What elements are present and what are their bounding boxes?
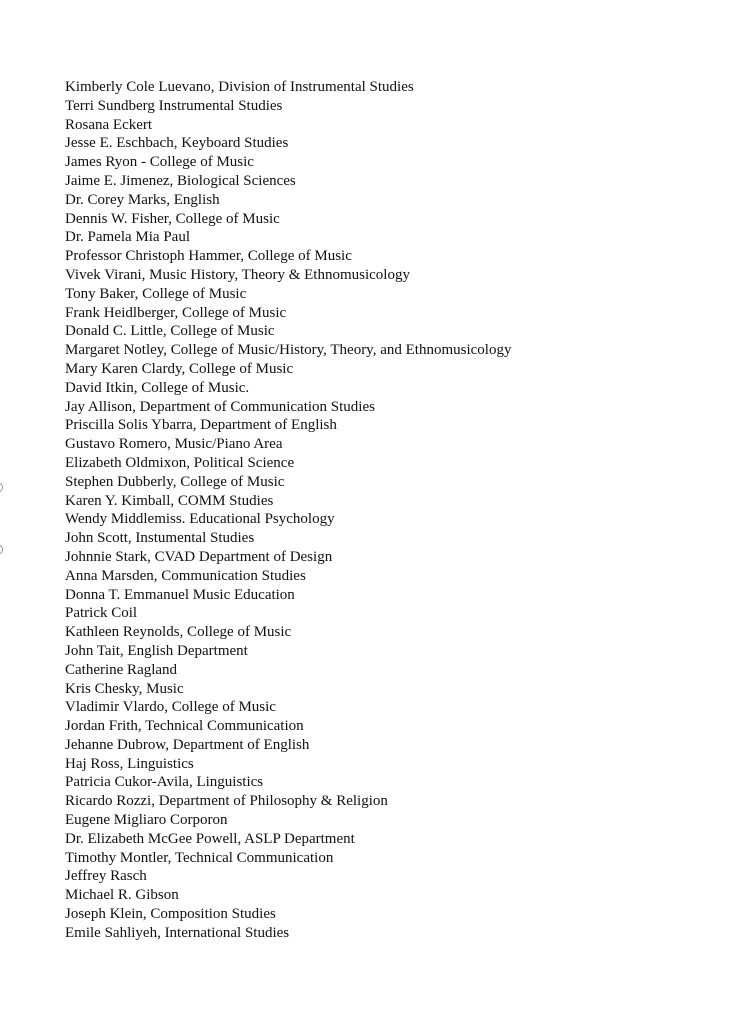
list-item: Karen Y. Kimball, COMM Studies	[65, 492, 274, 509]
list-item: Emile Sahliyeh, International Studies	[65, 924, 290, 941]
list-item: Priscilla Solis Ybarra, Department of English	[65, 417, 337, 434]
list-item: Joseph Klein, Composition Studies	[65, 906, 276, 923]
list-item: Frank Heidlberger, College of Music	[65, 304, 287, 321]
binder-hole-mark	[0, 483, 3, 492]
list-item: Kris Chesky, Music	[65, 680, 184, 697]
list-item: Gustavo Romero, Music/Piano Area	[65, 436, 283, 453]
list-item: Vladimir Vlardo, College of Music	[65, 699, 276, 716]
list-item: Tony Baker, College of Music	[65, 285, 247, 302]
binder-hole-mark	[0, 545, 3, 554]
list-item: Dr. Pamela Mia Paul	[65, 229, 190, 246]
list-item: Rosana Eckert	[65, 116, 153, 133]
list-item: Patrick Coil	[65, 605, 138, 622]
list-item: Kimberly Cole Luevano, Division of Instrumental Studies	[65, 79, 414, 95]
signatory-list	[65, 78, 511, 943]
list-item: Timothy Montler, Technical Communication	[65, 849, 334, 866]
list-item: Dr. Elizabeth McGee Powell, ASLP Department	[65, 830, 355, 847]
list-item: Michael R. Gibson	[65, 887, 179, 904]
list-item: Wendy Middlemiss. Educational Psychology	[65, 511, 335, 528]
list-item: Jay Allison, Department of Communication Studies	[65, 398, 375, 415]
list-item: Ricardo Rozzi, Department of Philosophy & Religion	[65, 793, 388, 810]
list-item: Donald C. Little, College of Music	[65, 323, 275, 340]
list-item: Haj Ross, Linguistics	[65, 755, 194, 772]
list-item: Dennis W. Fisher, College of Music	[65, 210, 280, 227]
list-item: Jaime E. Jimenez, Biological Sciences	[65, 172, 296, 189]
list-item: Vivek Virani, Music History, Theory & Ethnomusicology	[65, 266, 410, 283]
list-item: David Itkin, College of Music.	[65, 379, 250, 396]
list-item: John Tait, English Department	[65, 642, 248, 659]
list-item: Donna T. Emmanuel Music Education	[65, 586, 295, 603]
list-item: Anna Marsden, Communication Studies	[65, 567, 306, 584]
list-item: Patricia Cukor-Avila, Linguistics	[65, 774, 264, 791]
list-item: Catherine Ragland	[65, 661, 178, 678]
list-item: Dr. Corey Marks, English	[65, 191, 220, 208]
list-item: Jesse E. Eschbach, Keyboard Studies	[65, 135, 289, 152]
list-item: Professor Christoph Hammer, College of Music	[65, 248, 352, 265]
list-item: Jeffrey Rasch	[65, 868, 147, 885]
list-item: Jehanne Dubrow, Department of English	[65, 736, 310, 753]
list-item: Terri Sundberg Instrumental Studies	[65, 97, 283, 114]
list-item: Margaret Notley, College of Music/History, Theory, and Ethnomusicology	[65, 342, 512, 359]
list-item: Eugene Migliaro Corporon	[65, 812, 228, 829]
list-item: Elizabeth Oldmixon, Political Science	[65, 454, 295, 471]
list-item: Kathleen Reynolds, College of Music	[65, 624, 292, 641]
list-item: James Ryon - College of Music	[65, 154, 254, 171]
list-item: John Scott, Instumental Studies	[65, 530, 255, 547]
list-item: Johnnie Stark, CVAD Department of Design	[65, 548, 333, 565]
list-item: Jordan Frith, Technical Communication	[65, 718, 304, 735]
list-item: Stephen Dubberly, College of Music	[65, 473, 285, 490]
list-item: Mary Karen Clardy, College of Music	[65, 360, 294, 377]
